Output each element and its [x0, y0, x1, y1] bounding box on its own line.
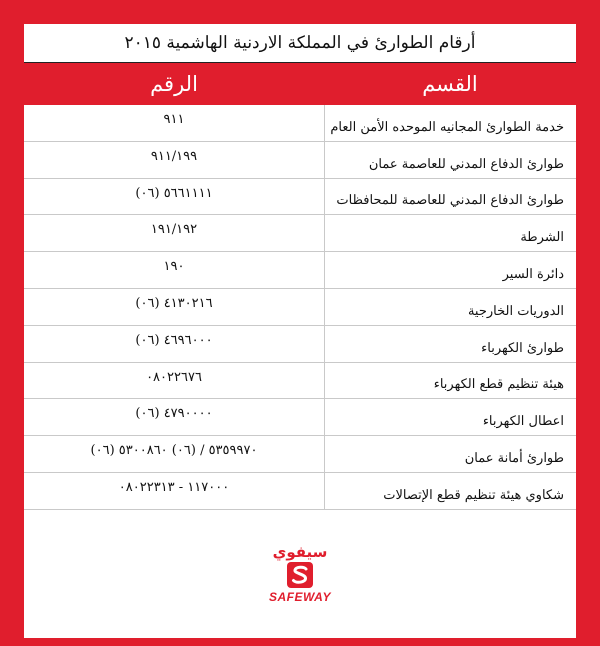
number-cell: ٥٦٦١١١١ (٠٦) [135, 185, 213, 201]
department-cell: طوارئ الدفاع المدني للعاصمة عمان [324, 142, 576, 178]
department-cell: طوارئ الدفاع المدني للعاصمة للمحافظات [324, 179, 576, 215]
table-row [24, 289, 576, 326]
number-cell: ١٩١/١٩٢ [150, 222, 198, 238]
table-row [24, 326, 576, 363]
table-row [24, 363, 576, 400]
table-row [24, 142, 576, 179]
number-cell: ٤٦٩٦٠٠٠ (٠٦) [135, 332, 213, 348]
emergency-numbers-card [24, 24, 576, 638]
header-number: الرقم [150, 72, 198, 96]
department-cell: دائرة السير [324, 252, 576, 288]
table-row [24, 399, 576, 436]
number-cell: ٩١١/١٩٩ [150, 148, 198, 164]
department-cell: شكاوي هيئة تنظيم قطع الإتصالات [324, 473, 576, 509]
number-cell: ٤٧٩٠٠٠٠ (٠٦) [135, 406, 213, 422]
number-cell: ١٩٠ [163, 259, 185, 275]
table-row [24, 436, 576, 473]
table-row [24, 215, 576, 252]
table-row [24, 179, 576, 216]
brand-arabic-name: سيفوي [272, 543, 328, 561]
number-cell: ١١٧٠٠٠ - ٠٨٠٢٢٣١٣ [118, 479, 230, 495]
safeway-logo [24, 544, 576, 604]
number-cell: ٩١١ [163, 112, 185, 127]
table-row [24, 252, 576, 289]
number-cell: ٠٨٠٢٢٦٧٦ [146, 369, 202, 385]
safeway-s-logo-icon [287, 562, 313, 588]
header-department: القسم [422, 72, 478, 96]
number-cell: ٤١٣٠٢١٦ (٠٦) [135, 295, 213, 311]
department-cell: هيئة تنظيم قطع الكهرباء [324, 363, 576, 399]
number-cell: (٠٦) ٥٣٥٩٩٧٠ / (٠٦) ٥٣٠٠٨٦٠ [90, 443, 258, 459]
department-cell: الدوريات الخارجية [324, 289, 576, 325]
department-cell: اعطال الكهرباء [324, 399, 576, 435]
numbers-table [24, 105, 576, 510]
page-title: أرقام الطوارئ في المملكة الاردنية الهاشمية ٢٠١٥ [24, 24, 576, 63]
table-header [24, 63, 576, 105]
department-cell: خدمة الطوارئ المجانيه الموحده الأمن العام [324, 105, 576, 141]
department-cell: الشرطة [324, 215, 576, 251]
brand-english-name: SAFEWAY [269, 590, 331, 604]
table-row [24, 105, 576, 142]
department-cell: طوارئ الكهرباء [324, 326, 576, 362]
table-row [24, 473, 576, 510]
department-cell: طوارئ أمانة عمان [324, 436, 576, 472]
